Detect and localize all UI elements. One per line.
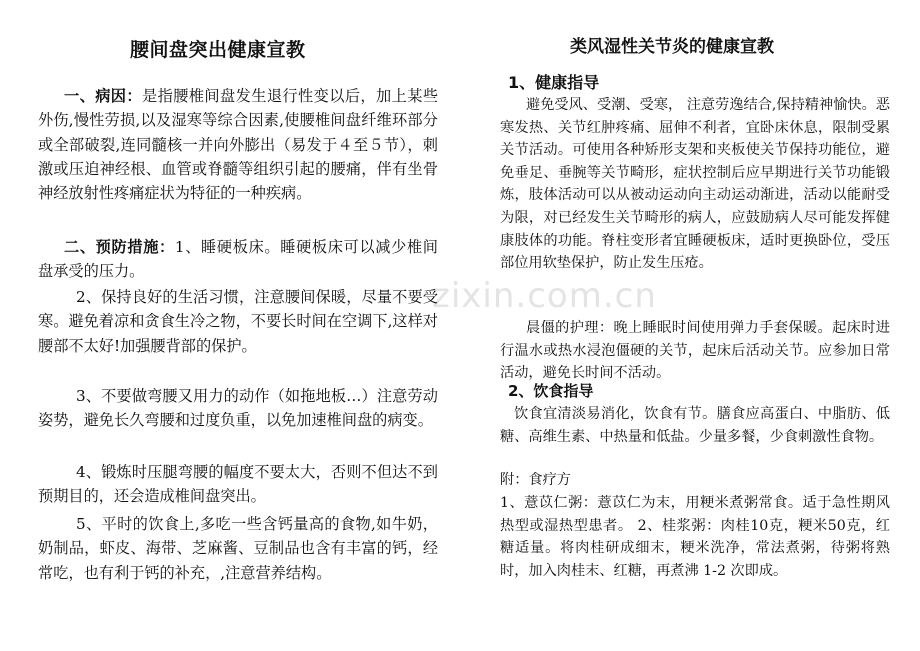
cause-text: 是指腰椎间盘发生退行性变以后，加上某些外伤,慢性劳损,以及湿寒等综合因素,使腰椎间盘纤维环部分或全部破裂,连同髓核一并向外膨出（易发于４至５节），刺激或压迫神经根、血管或脊髓等组织引起的腰痛，伴有坐骨神经放射性疼痛症状为特征的一种疾病。 (38, 87, 439, 203)
diet-therapy-recipes: 1、薏苡仁粥：薏苡仁为末，用粳米煮粥常食。适于急性期风热型或湿热型患者。 2、桂浆粥：肉桂10克，粳米50克，红糖适量。将肉桂研成细末，粳米洗净，常法煮粥，待粥将熟时，加入肉桂末、红糖，再煮沸 1-2 次即成。 (500, 495, 890, 579)
prevention-item-1: 1、睡硬板床。睡硬板床可以减少椎间盘承受的压力。 (38, 238, 438, 281)
prevention-item-3: 3、不要做弯腰又用力的动作（如拖地板…）注意劳动姿势，避免长久弯腰和过度负重，以免加速椎间盘的病变。 (38, 387, 438, 430)
watermark-text: zixin.com.cn (432, 276, 657, 316)
diet-therapy-label: 附：食疗方 (500, 472, 571, 488)
prevention-item-2: 2、保持良好的生活习惯，注意腰间保暖，尽量不要受寒。避免着凉和贪食生冷之物，不要长时间在空调下,这样对腰部不太好!加强腰背部的保护。 (38, 288, 438, 355)
health-guidance-text: 避免受风、受潮、受寒， 注意劳逸结合,保持精神愉快。恶寒发热、关节红肿疼痛、屈伸不利者，宜卧床休息，限制受累关节活动。可使用各种矫形支架和夹板使关节保持功能位，避免垂足、垂腕等关节畸形，症状控制后应早期进行关节功能锻炼，肢体活动可以从被动运动向主动运动渐进，活动以能耐受为限，对已经发生关节畸形的病人，应鼓励病人尽可能发挥健康肢体的功能。脊柱变形者宜睡硬板床，适时更换卧位，受压部位用软垫保护，防止发生压疮。 (500, 97, 890, 272)
cause-paragraph (38, 84, 438, 205)
health-guidance-heading: 1、健康指导 (508, 73, 600, 92)
prevention-item-5: 5、平时的饮食上,多吃一些含钙量高的食物,如牛奶，奶制品，虾皮、海带、芝麻酱、豆制品也含有丰富的钙，经常吃，也有利于钙的补充，,注意营养结构。 (38, 515, 438, 582)
diet-guidance-heading: 2、饮食指导 (508, 382, 594, 400)
right-title: 类风湿性关节炎的健康宣教 (570, 37, 774, 57)
left-title: 腰间盘突出健康宣教 (130, 39, 306, 61)
prevention-paragraph (38, 235, 438, 284)
prevention-heading: 二、预防措施： (64, 238, 175, 256)
morning-stiffness-text: 晨僵的护理：晚上睡眠时间使用弹力手套保暖。起床时进行温水或热水浸泡僵硬的关节，起床后活动关节。应参加日常活动，避免长时间不活动。 (500, 320, 890, 382)
prevention-item-4: 4、锻炼时压腿弯腰的幅度不要太大，否则不但达不到预期目的，还会造成椎间盘突出。 (38, 463, 438, 506)
diet-guidance-text: 饮食宜清淡易消化，饮食有节。膳食应高蛋白、中脂肪、低糖、高维生素、中热量和低盐。少量多餐，少食刺激性食物。 (500, 406, 890, 445)
cause-heading: 一、病因： (64, 87, 143, 105)
